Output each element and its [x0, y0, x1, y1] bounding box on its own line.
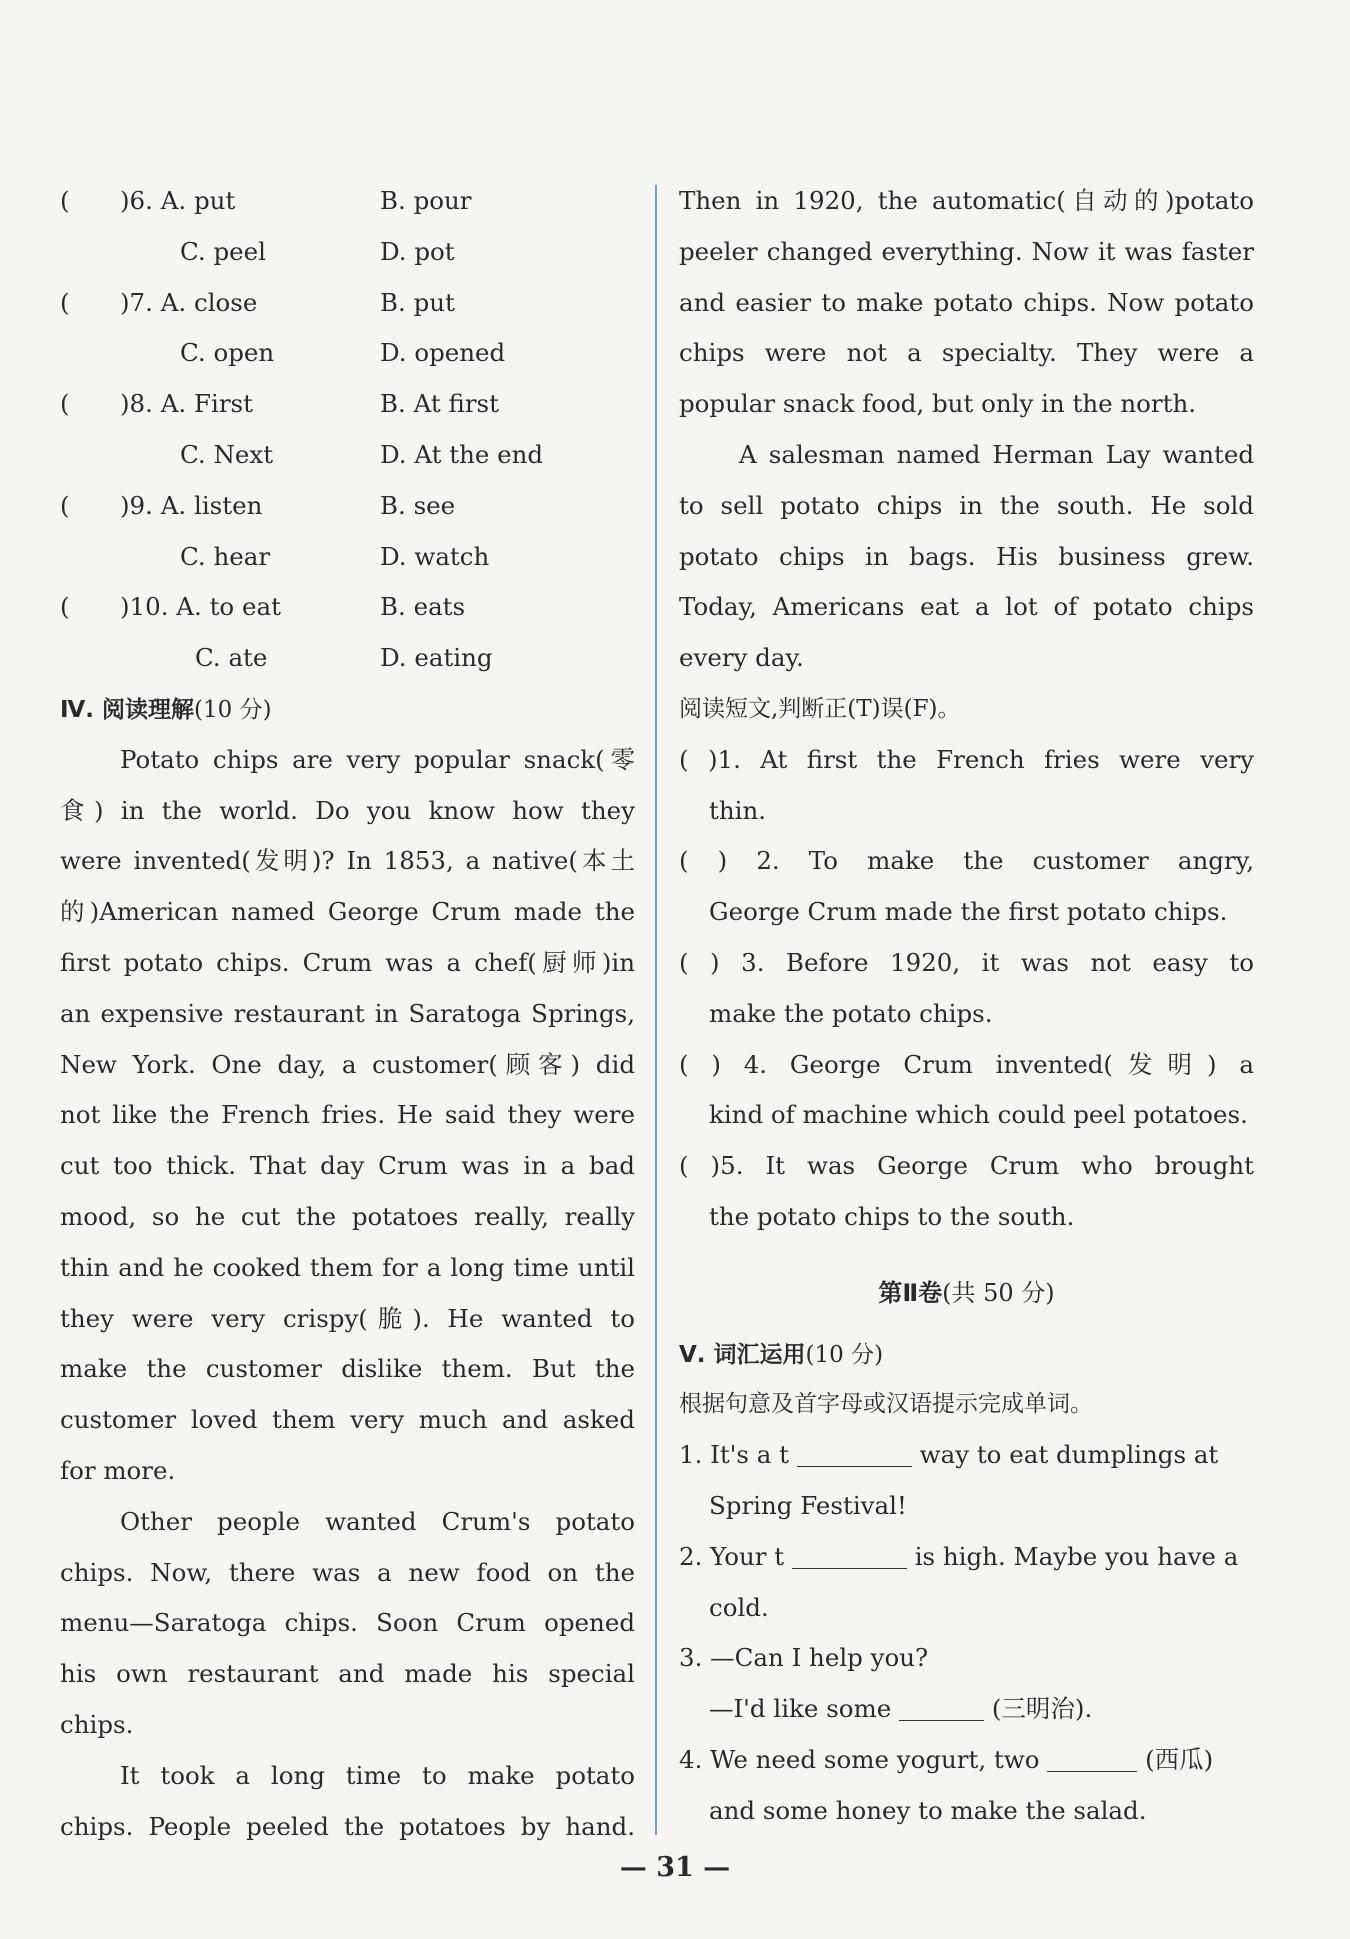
choice-row [60, 430, 635, 481]
passage-line: for more. [60, 1455, 176, 1485]
answer-blank[interactable] [1047, 1741, 1137, 1772]
passage-line: not like the French fries. He said they were [60, 1100, 635, 1130]
choice-row [60, 176, 635, 227]
option-d: D. opened [380, 338, 506, 368]
answer-paren[interactable]: ( [60, 490, 70, 520]
passage-line: popular snack food, but only in the north. [679, 389, 1197, 419]
option-b: B. see [380, 490, 456, 520]
passage-line: chips. People peeled the potatoes by hand. [60, 1811, 635, 1841]
answer-paren[interactable]: ( [60, 186, 70, 215]
vocab-text: —I'd like some [709, 1694, 892, 1724]
passage-line: peeler changed everything. Now it was faster [679, 236, 1254, 266]
answer-paren[interactable]: ( [60, 389, 70, 419]
passage-line: to sell potato chips in the south. He sold [679, 490, 1254, 520]
choice-row [60, 328, 635, 379]
passage-line: New York. One day, a customer(顾客) did [60, 1049, 635, 1079]
choice-row [60, 582, 635, 633]
passage-line: A salesman named Herman Lay wanted [739, 439, 1254, 469]
section-two-label: 第Ⅱ卷 [878, 1278, 943, 1307]
vocab-text: 1. It's a t [679, 1440, 790, 1470]
passage-line: chips. [60, 1709, 134, 1739]
passage-line: cut too thick. That day Crum was in a bad [60, 1151, 635, 1181]
answer-blank[interactable] [792, 1538, 907, 1569]
vocab-item-cont: and some honey to make the salad. [709, 1795, 1147, 1825]
option-a: )8. A. First [120, 389, 253, 419]
passage-line: every day. [679, 643, 804, 673]
passage-line: first potato chips. Crum was a chef(厨师)in [60, 947, 635, 977]
passage-line: It took a long time to make potato [120, 1760, 635, 1790]
vocab-item-cont: cold. [709, 1592, 769, 1622]
passage-line: 食) in the world. Do you know how they [60, 795, 635, 825]
vocab-text: (三明治). [991, 1694, 1093, 1724]
tf-question[interactable]: ( )1. At first the French fries were very [679, 744, 1254, 774]
tf-question-cont: George Crum made the first potato chips. [709, 897, 1228, 927]
passage-line: mood, so he cut the potatoes really, really [60, 1201, 635, 1231]
vocab-item [679, 1735, 1254, 1786]
option-c: C. Next [180, 439, 274, 469]
option-d: D. eating [380, 643, 493, 673]
option-a: )9. A. listen [120, 490, 263, 520]
answer-blank[interactable] [797, 1436, 912, 1467]
vocab-text: 4. We need some yogurt, two [679, 1744, 1040, 1774]
passage-line: menu—Saratoga chips. Soon Crum opened [60, 1608, 635, 1638]
vocab-heading [679, 1329, 1254, 1380]
passage-line: were invented(发明)? In 1853, a native(本土 [60, 846, 635, 876]
option-c: C. ate [195, 643, 268, 673]
vocab-text: (西瓜) [1145, 1744, 1214, 1774]
answer-paren[interactable]: ( [60, 287, 70, 317]
section-title: Ⅳ. 阅读理解 [60, 696, 195, 723]
tf-question[interactable]: ( )5. It was George Crum who brought [679, 1151, 1254, 1181]
choice-row [60, 633, 635, 684]
passage-line: thin and he cooked them for a long time until [60, 1252, 635, 1282]
tf-instruction: 阅读短文,判断正(T)误(F)。 [679, 695, 961, 722]
passage-line: his own restaurant and made his special [60, 1659, 635, 1689]
option-a: )6. A. put [120, 186, 236, 215]
section-points: (10 分) [805, 1341, 884, 1368]
option-b: B. pour [380, 186, 472, 215]
vocab-item [679, 1684, 1254, 1735]
option-b: B. put [380, 287, 455, 317]
passage-line: Other people wanted Crum's potato [120, 1506, 635, 1536]
passage-line: and easier to make potato chips. Now potato [679, 287, 1254, 317]
passage-line: customer loved them very much and asked [60, 1405, 635, 1435]
passage-line: an expensive restaurant in Saratoga Springs, [60, 998, 635, 1028]
passage-line: make the customer dislike them. But the [60, 1354, 635, 1384]
page-number: — 31 — [619, 1852, 731, 1883]
choice-row [60, 227, 635, 278]
section-title: Ⅴ. 词汇运用 [679, 1341, 806, 1368]
section-two-points: (共 50 分) [942, 1278, 1055, 1307]
choice-row [60, 481, 635, 532]
passage-line: chips. Now, there was a new food on the [60, 1557, 635, 1587]
option-a: )10. A. to eat [120, 592, 281, 622]
section-points: (10 分) [194, 696, 272, 723]
option-d: D. pot [380, 236, 455, 266]
tf-question[interactable]: ( ) 3. Before 1920, it was not easy to [679, 947, 1254, 977]
option-b: B. At first [380, 389, 499, 419]
option-a: )7. A. close [120, 287, 258, 317]
passage-line: they were very crispy(脆). He wanted to [60, 1303, 635, 1333]
passage-line: Potato chips are very popular snack(零 [120, 744, 635, 774]
tf-question-cont: make the potato chips. [709, 998, 993, 1028]
vocab-instruction: 根据句意及首字母或汉语提示完成单词。 [679, 1391, 1093, 1418]
tf-question-cont: the potato chips to the south. [709, 1201, 1075, 1231]
passage-line: chips were not a specialty. They were a [679, 338, 1254, 368]
tf-question[interactable]: ( ) 4. George Crum invented(发明) a [679, 1049, 1254, 1079]
passage-line: Today, Americans eat a lot of potato chips [679, 592, 1254, 622]
option-c: C. hear [180, 541, 271, 571]
choice-row [60, 532, 635, 583]
passage-line: potato chips in bags. His business grew. [679, 541, 1254, 571]
tf-question-cont: kind of machine which could peel potatoes. [709, 1100, 1248, 1130]
vocab-item [679, 1532, 1254, 1583]
option-c: C. peel [180, 236, 266, 266]
vocab-text: is high. Maybe you have a [914, 1541, 1239, 1571]
answer-paren[interactable]: ( [60, 592, 70, 622]
option-d: D. At the end [380, 439, 544, 469]
vocab-item [679, 1430, 1254, 1481]
column-divider [655, 185, 657, 1835]
section-two-title [679, 1268, 1254, 1319]
vocab-text: way to eat dumplings at [919, 1440, 1219, 1470]
vocab-item: 3. —Can I help you? [679, 1643, 929, 1673]
right-column [679, 176, 1254, 1837]
option-c: C. open [180, 338, 275, 368]
option-b: B. eats [380, 592, 466, 622]
vocab-item-cont: Spring Festival! [709, 1490, 907, 1520]
choice-row [60, 278, 635, 329]
option-d: D. watch [380, 541, 490, 571]
tf-question-cont: thin. [709, 795, 767, 825]
passage-line: Then in 1920, the automatic(自动的)potato [679, 186, 1254, 215]
vocab-text: 2. Your t [679, 1541, 785, 1571]
passage-line: 的)American named George Crum made the [60, 897, 635, 927]
answer-blank[interactable] [899, 1690, 984, 1721]
left-column [60, 176, 635, 1852]
choice-row [60, 379, 635, 430]
reading-heading [60, 684, 635, 735]
tf-question[interactable]: ( ) 2. To make the customer angry, [679, 846, 1254, 876]
